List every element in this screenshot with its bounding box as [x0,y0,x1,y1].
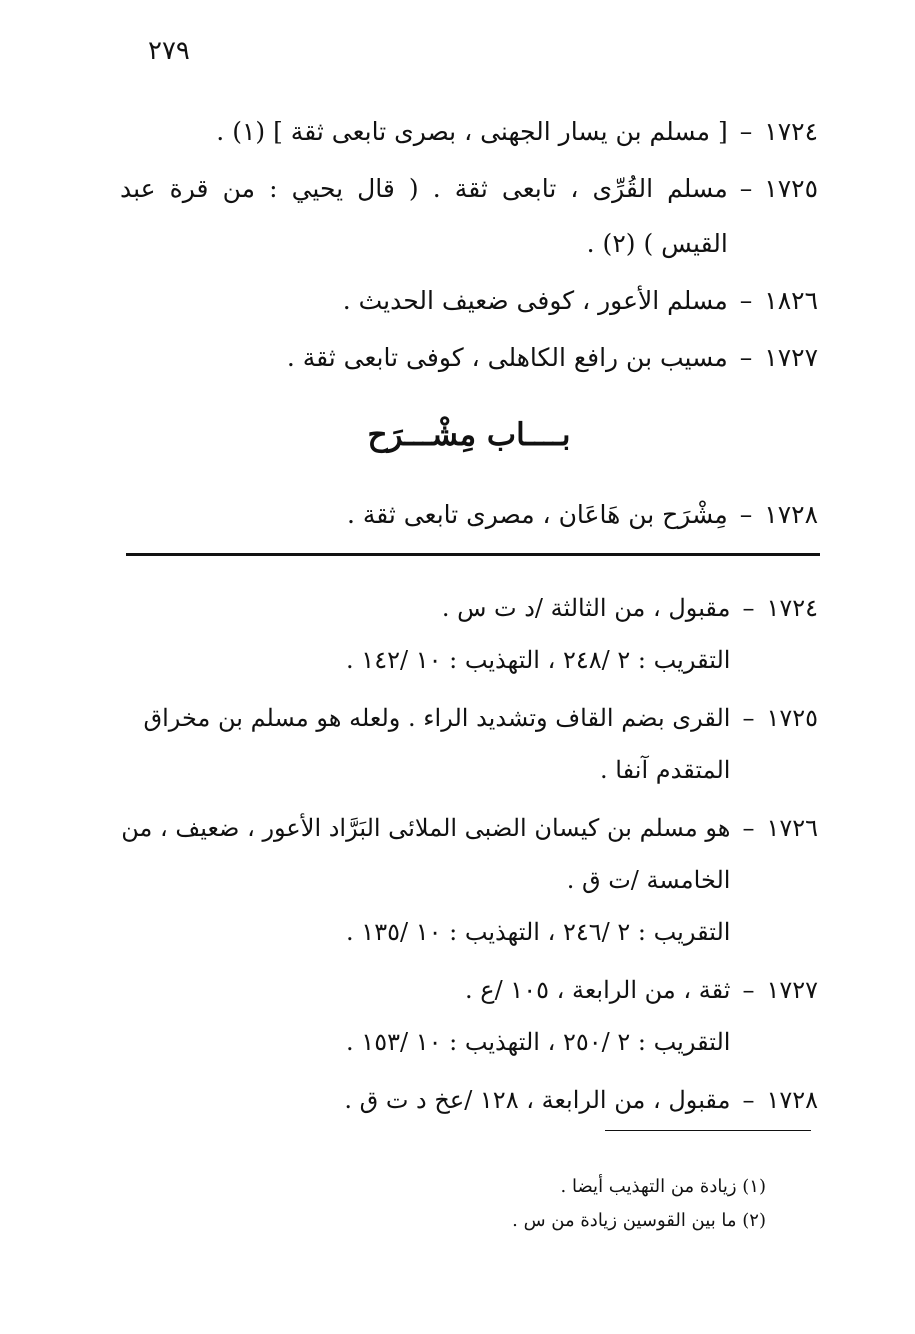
entry-1728 [120,487,818,542]
entry-text: مسلم الأعور ، كوفى ضعيف الحديث . [342,286,728,315]
note-text [120,1074,730,1126]
entry-1725 [120,161,818,271]
note-text [120,802,730,958]
entry-number: ١٨٢٦ [764,286,818,315]
note-text [120,692,730,796]
note-number: ١٧٢٦ [766,814,818,842]
entry-text: [ مسلم بن يسار الجهنى ، بصرى تابعى ثقة ] (١) . [216,117,728,146]
note-number: ١٧٢٥ [766,704,818,732]
entry-dash: – [739,343,753,372]
footnote-divider [605,1130,811,1131]
note-dash: – [742,594,755,622]
note-line: التقريب : ٢ /٢٥٠ ، التهذيب : ١٠ /١٥٣ . [346,1028,731,1056]
entry-1724 [120,104,818,159]
note-dash: – [742,976,755,1004]
note-text [120,582,730,686]
note-number: ١٧٢٧ [766,976,818,1004]
entry-text: مِشْرَح بن هَاعَان ، مصرى تابعى ثقة . [346,500,728,529]
notes-divider [126,553,820,556]
entry-number: ١٧٢٨ [764,500,818,529]
note-number: ١٧٢٤ [766,594,818,622]
footnote-1: (١) زيادة من التهذيب أيضا . [560,1176,766,1197]
footnote-2: (٢) ما بين القوسين زيادة من س . [512,1210,766,1231]
entry-text: مسيب بن رافع الكاهلى ، كوفى تابعى ثقة . [286,343,728,372]
note-line: مقبول ، من الثالثة /د ت س . [441,594,731,622]
entry-number: ١٧٢٧ [764,343,818,372]
entry-dash: – [739,500,753,529]
note-text [120,964,730,1068]
note-1725 [120,692,818,796]
page-number: ٢٧٩ [148,36,190,66]
entry-dash: – [739,174,753,203]
note-line: هو مسلم بن كيسان الضبى الملائى البَرَّاد الأعور ، ضعيف ، من الخامسة /ت ق . [121,814,731,894]
note-1727 [120,964,818,1068]
note-dash: – [742,704,755,732]
entry-1826 [120,273,818,328]
note-1728 [120,1074,818,1126]
section-heading: بــــاب مِشْـــرَح [367,417,571,453]
note-1724 [120,582,818,686]
note-number: ١٧٢٨ [766,1086,818,1114]
footnotes [300,1170,766,1238]
entry-dash: – [739,286,753,315]
note-line: التقريب : ٢ /٢٤٦ ، التهذيب : ١٠ /١٣٥ . [346,918,731,946]
entry-1727 [120,330,818,385]
main-text [120,104,818,544]
note-dash: – [742,1086,755,1114]
note-line: مقبول ، من الرابعة ، ١٢٨ /عخ د ت ق . [344,1086,731,1114]
note-1726 [120,802,818,958]
entry-text: مسلم القُرِّى ، تابعى ثقة . ( قال يحيي : من قرة عبد القيس ) (٢) . [120,174,728,258]
note-line: القرى بضم القاف وتشديد الراء . ولعله هو مسلم بن مخراق المتقدم آنفا . [143,704,731,784]
entry-dash: – [739,117,753,146]
note-line: التقريب : ٢ /٢٤٨ ، التهذيب : ١٠ /١٤٢ . [346,646,731,674]
annotations [120,582,818,1132]
entry-number: ١٧٢٥ [764,174,818,203]
entry-number: ١٧٢٤ [764,117,818,146]
note-dash: – [742,814,755,842]
note-line: ثقة ، من الرابعة ، ١٠٥ /ع . [465,976,731,1004]
